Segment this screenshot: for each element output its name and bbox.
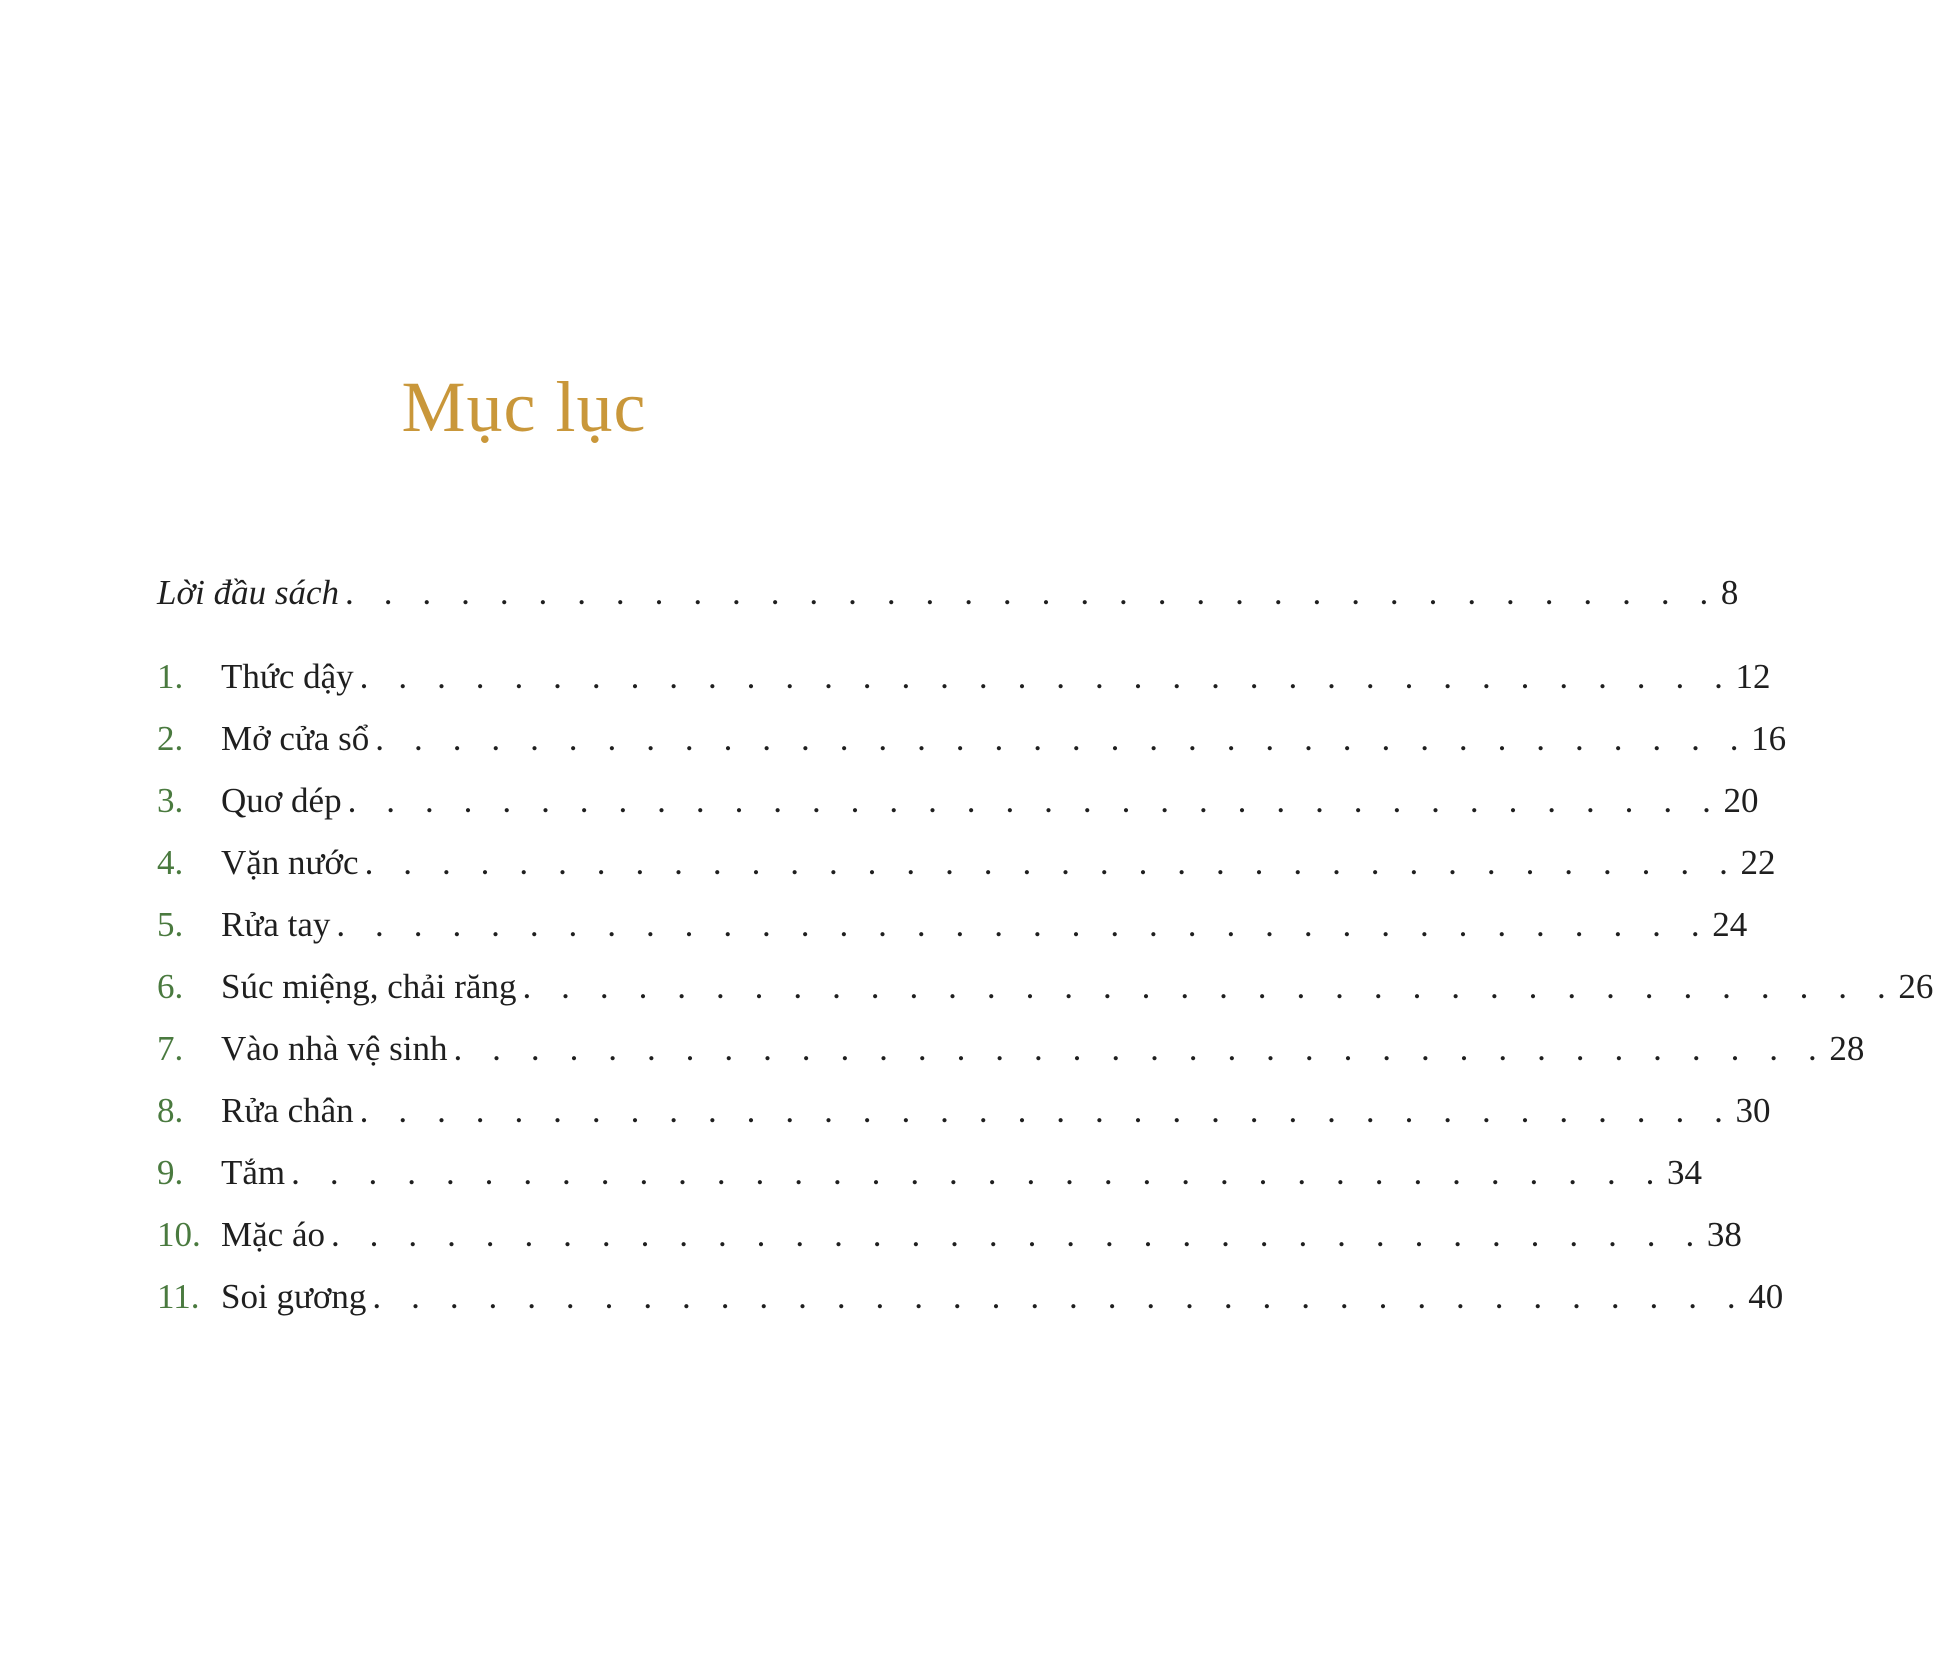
toc-entry-row[interactable] xyxy=(157,1086,1771,1136)
toc-entry-number: 9. xyxy=(157,1153,184,1192)
toc-entry-page: 38 xyxy=(1706,1215,1742,1254)
toc-leader-dots: . . . . . . . . . . . . . . . . . . . . . . . . . . . . . . . . . . . . xyxy=(345,573,1719,612)
toc-entry-row[interactable] xyxy=(157,1024,1865,1074)
toc-entry-page: 28 xyxy=(1829,1029,1865,1068)
toc-leader-dots: . . . . . . . . . . . . . . . . . . . . . . . . . . . . . . . . . . . . xyxy=(453,1029,1828,1068)
toc-entry-row[interactable] xyxy=(157,776,1759,826)
toc-entry-number: 1. xyxy=(157,657,184,696)
toc-entry-page: 34 xyxy=(1667,1153,1702,1192)
toc-entry-row[interactable] xyxy=(157,652,1771,702)
toc-leader-dots: . . . . . . . . . . . . . . . . . . . . . . . . . . . . . . . . . . . . xyxy=(347,781,1722,820)
toc-entry-row[interactable] xyxy=(157,838,1776,888)
toc-entry-label: Mở cửa sổ xyxy=(221,719,370,758)
toc-entry-label: Mặc áo xyxy=(221,1215,325,1254)
toc-entry-label: Rửa chân xyxy=(221,1091,354,1130)
toc-entry-page: 24 xyxy=(1712,905,1748,944)
toc-entry-page: 22 xyxy=(1740,843,1776,882)
toc-entry-page: 16 xyxy=(1751,719,1787,758)
toc-entry-label: Súc miệng, chải răng xyxy=(221,967,517,1006)
toc-entry-page: 12 xyxy=(1735,657,1771,696)
toc-leader-dots: . . . . . . . . . . . . . . . . . . . . . . . . . . . . . . . . . . . . xyxy=(336,905,1711,944)
toc-entry-row[interactable] xyxy=(157,962,1933,1012)
toc-entry-label: Thức dậy xyxy=(221,657,354,696)
toc-leader-dots: . . . . . . . . . . . . . . . . . . . . . . . . . . . . . . . . . . . . xyxy=(372,1277,1747,1316)
toc-entry-page: 30 xyxy=(1735,1091,1771,1130)
toc-preface-label: Lời đầu sách xyxy=(157,573,340,612)
toc-leader-dots: . . . . . . . . . . . . . . . . . . . . . . . . . . . . . . . . . . . . xyxy=(522,967,1897,1006)
toc-entry-number: 10. xyxy=(157,1215,201,1254)
toc-leader-dots: . . . . . . . . . . . . . . . . . . . . . . . . . . . . . . . . . . . . xyxy=(330,1215,1705,1254)
toc-entry-label: Soi gương xyxy=(221,1277,367,1316)
toc-entry-page: 20 xyxy=(1723,781,1759,820)
toc-entry-number: 8. xyxy=(157,1091,184,1130)
toc-entry-label: Vặn nước xyxy=(221,843,359,882)
toc-entry-number: 11. xyxy=(157,1277,200,1316)
toc-leader-dots: . . . . . . . . . . . . . . . . . . . . . . . . . . . . . . . . . . . . xyxy=(359,657,1734,696)
page-title: Mục lục xyxy=(401,367,647,447)
toc-entry-page: 40 xyxy=(1748,1277,1784,1316)
toc-entry-label: Rửa tay xyxy=(221,905,331,944)
toc-preface-page: 8 xyxy=(1720,573,1739,612)
toc-entry-row[interactable] xyxy=(157,1148,1702,1198)
toc-entry-number: 7. xyxy=(157,1029,184,1068)
toc-leader-dots: . . . . . . . . . . . . . . . . . . . . . . . . . . . . . . . . . . . . xyxy=(291,1153,1665,1192)
toc-entry-number: 4. xyxy=(157,843,184,882)
toc-entry-number: 2. xyxy=(157,719,184,758)
toc-entry-label: Tắm xyxy=(221,1153,286,1192)
toc-entry-row[interactable] xyxy=(157,900,1748,950)
toc-entry-page: 26 xyxy=(1898,967,1933,1006)
toc-entry-label: Vào nhà vệ sinh xyxy=(221,1029,448,1068)
toc-leader-dots: . . . . . . . . . . . . . . . . . . . . . . . . . . . . . . . . . . . . xyxy=(359,1091,1734,1130)
toc-entry-label: Quơ dép xyxy=(221,781,342,820)
toc-entry-number: 6. xyxy=(157,967,184,1006)
toc-entry-number: 3. xyxy=(157,781,184,820)
toc-leader-dots: . . . . . . . . . . . . . . . . . . . . . . . . . . . . . . . . . . . . xyxy=(375,719,1750,758)
toc-preface-row[interactable] xyxy=(157,568,1739,618)
toc-entry-row[interactable] xyxy=(157,714,1787,764)
toc-entry-row[interactable] xyxy=(157,1272,1784,1322)
toc-entry-number: 5. xyxy=(157,905,184,944)
toc-entry-row[interactable] xyxy=(157,1210,1742,1260)
toc-leader-dots: . . . . . . . . . . . . . . . . . . . . . . . . . . . . . . . . . . . . xyxy=(364,843,1739,882)
